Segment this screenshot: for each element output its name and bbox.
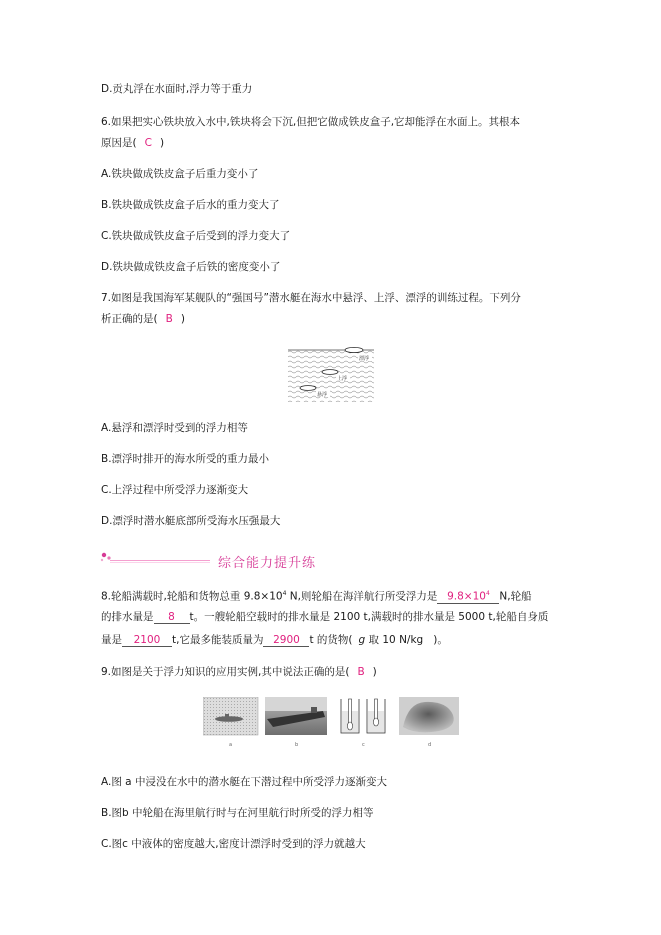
q6-option-c: C.铁块做成铁皮盒子后受到的浮力变大了 [101, 230, 291, 242]
fig-a-submarine-icon [215, 716, 243, 722]
submarine-figure [288, 344, 374, 402]
q9-stem [101, 665, 377, 679]
q6-stem-prefix: 原因是( [101, 137, 137, 149]
q8-l1-b: N,则轮船在海洋航行所受浮力是 [286, 590, 438, 603]
q8-l1-a: 8.轮船满载时,轮船和货物总重 9.8×10 [101, 590, 283, 603]
q8-blank-cargo-mass: 2900 [263, 634, 309, 647]
fig-label-c: c [362, 742, 365, 748]
fig-label-a: a [229, 742, 233, 748]
label-rise: 上浮 [337, 376, 348, 382]
q7-option-a: A.悬浮和漂浮时受到的浮力相等 [101, 422, 248, 434]
q7-option-c: C.上浮过程中所受浮力逐渐变大 [101, 484, 249, 496]
q9-stem-prefix: 9.如图是关于浮力知识的应用实例,其中说法正确的是( [101, 666, 350, 678]
q7-answer: B [165, 313, 173, 325]
section-rule-shadow [110, 562, 210, 563]
q8-l3-d: 取 10 N/kg [365, 634, 424, 646]
q8-line1 [101, 587, 532, 604]
q8-g-symbol: g [358, 634, 366, 646]
q9-answer: B [357, 666, 365, 678]
q8-line3 [101, 633, 448, 647]
fig-label-d: d [428, 742, 432, 748]
section-header [100, 548, 360, 570]
q8-l3-c: t 的货物( [309, 634, 353, 646]
submarine-floating-icon [345, 347, 363, 352]
q6-stem-line2 [101, 136, 164, 150]
submarine-rising-icon [322, 370, 338, 375]
q5-option-d: D.贡丸浮在水面时,浮力等于重力 [101, 83, 253, 95]
fig-a-tower [225, 714, 229, 717]
q8-l2-a: 的排水量是 [101, 611, 154, 623]
fig-label-b: b [295, 742, 299, 748]
q9-stem-suffix: ) [372, 666, 377, 678]
q7-option-d: D.漂浮时潜水艇底部所受海水压强最大 [101, 515, 281, 527]
label-float: 漂浮 [359, 356, 370, 362]
q7-stem-prefix: 析正确的是( [101, 313, 158, 325]
fig-a-water [203, 697, 258, 735]
q6-option-a: A.铁块做成铁皮盒子后重力变小了 [101, 168, 259, 180]
q6-answer: C [144, 137, 152, 149]
fig-b-bridge [311, 707, 317, 713]
q7-stem-line1: 7.如图是我国海军某舰队的“强国号”潜水艇在海水中悬浮、上浮、漂浮的训练过程。下列分 [101, 292, 521, 304]
q8-blank1-sup: 4 [485, 590, 490, 597]
q8-blank1-base: 9.8×10 [447, 590, 486, 603]
q8-l2-b: t。一艘轮船空载时的排水量是 2100 t,满载时的排水量是 5000 t,轮船自身质 [189, 611, 549, 623]
q8-line2 [101, 610, 548, 624]
q6-option-d: D.铁块做成铁皮盒子后铁的密度变小了 [101, 261, 281, 273]
q8-blank-ship-mass: 2100 [122, 634, 172, 647]
section-rule [110, 560, 210, 561]
q8-blank-displacement: 8 [154, 611, 190, 624]
fig-b-sky [265, 697, 327, 711]
q8-l1-sup: 4 [282, 590, 287, 597]
q8-blank-buoyancy [437, 588, 499, 604]
q7-option-b: B.漂浮时排开的海水所受的重力最小 [101, 453, 270, 465]
section-title: 综合能力提升练 [218, 556, 317, 571]
q6-option-b: B.铁块做成铁皮盒子后水的重力变大了 [101, 199, 280, 211]
q8-l1-c: N,轮船 [499, 590, 532, 603]
q9-option-b: B.图b 中轮船在海里航行时与在河里航行时所受的浮力相等 [101, 807, 374, 819]
q7-stem-line2 [101, 312, 185, 326]
q9-figures [203, 697, 461, 751]
q9-option-a: A.图 a 中浸没在水中的潜水艇在下潜过程中所受浮力逐渐变大 [101, 776, 387, 788]
q8-l3-e: )。 [433, 634, 448, 646]
label-suspend: 悬浮 [317, 392, 328, 398]
q7-stem-suffix: ) [180, 313, 185, 325]
q8-l3-b: t,它最多能装质量为 [172, 634, 264, 646]
q8-l3-a: 量是 [101, 634, 122, 646]
q6-stem-suffix: ) [159, 137, 165, 149]
fig-c-hydrometers [341, 699, 385, 733]
submarine-suspended-icon [300, 386, 316, 391]
q9-option-c: C.图c 中液体的密度越大,密度计漂浮时受到的浮力就越大 [101, 838, 366, 850]
q6-stem-line1: 6.如果把实心铁块放入水中,铁块将会下沉,但把它做成铁皮盒子,它却能浮在水面上。其根本 [101, 116, 521, 128]
